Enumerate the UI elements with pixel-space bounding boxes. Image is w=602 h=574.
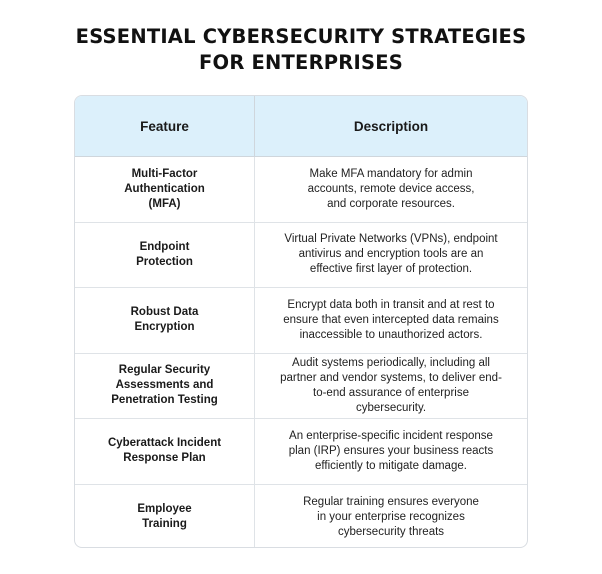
description-text: Encrypt data both in transit and at rest to ensure that even intercepted data remains inaccessible to unauthorized actors. xyxy=(283,298,499,341)
feature-text: Multi-Factor Authentication (MFA) xyxy=(124,167,205,210)
feature-text: Cyberattack Incident Response Plan xyxy=(107,437,222,465)
table-row xyxy=(75,157,527,223)
feature-cell xyxy=(75,354,255,419)
table-header-row xyxy=(75,96,527,157)
feature-text: Robust Data Encryption xyxy=(130,306,199,334)
feature-cell xyxy=(75,288,255,353)
feature-cell xyxy=(75,419,255,484)
table-row xyxy=(75,419,527,485)
description-cell xyxy=(255,223,527,288)
feature-cell xyxy=(75,157,255,222)
description-text: Make MFA mandatory for admin accounts, remote device access, and corporate resources. xyxy=(307,167,475,210)
description-cell xyxy=(255,419,527,484)
description-cell xyxy=(255,485,527,549)
table-row xyxy=(75,223,527,289)
description-text: Audit systems periodically, including all partner and vendor systems, to deliver end- to-end assurance of enterprise cybersecurity. xyxy=(280,356,502,414)
table-row xyxy=(75,354,527,420)
description-cell xyxy=(255,157,527,222)
feature-text: Endpoint Protection xyxy=(136,240,193,268)
description-cell xyxy=(255,354,527,419)
table-row xyxy=(75,485,527,549)
feature-cell xyxy=(75,223,255,288)
description-text: Regular training ensures everyone in your enterprise recognizes cybersecurity threats xyxy=(303,495,479,538)
table-row xyxy=(75,288,527,354)
description-cell xyxy=(255,288,527,353)
strategies-table xyxy=(74,95,528,548)
description-text: Virtual Private Networks (VPNs), endpoint antivirus and encryption tools are an effective first layer of protection. xyxy=(284,233,498,276)
header-description: Description xyxy=(353,118,429,134)
feature-cell xyxy=(75,485,255,549)
feature-text: Regular Security Assessments and Penetration Testing xyxy=(111,364,218,407)
feature-text: Employee Training xyxy=(137,503,192,531)
header-feature: Feature xyxy=(75,96,255,156)
page-title: ESSENTIAL CYBERSECURITY STRATEGIES FOR ENTERPRISES xyxy=(75,25,527,74)
description-text: An enterprise-specific incident response plan (IRP) ensures your business reacts efficiently to mitigate damage. xyxy=(288,429,494,472)
